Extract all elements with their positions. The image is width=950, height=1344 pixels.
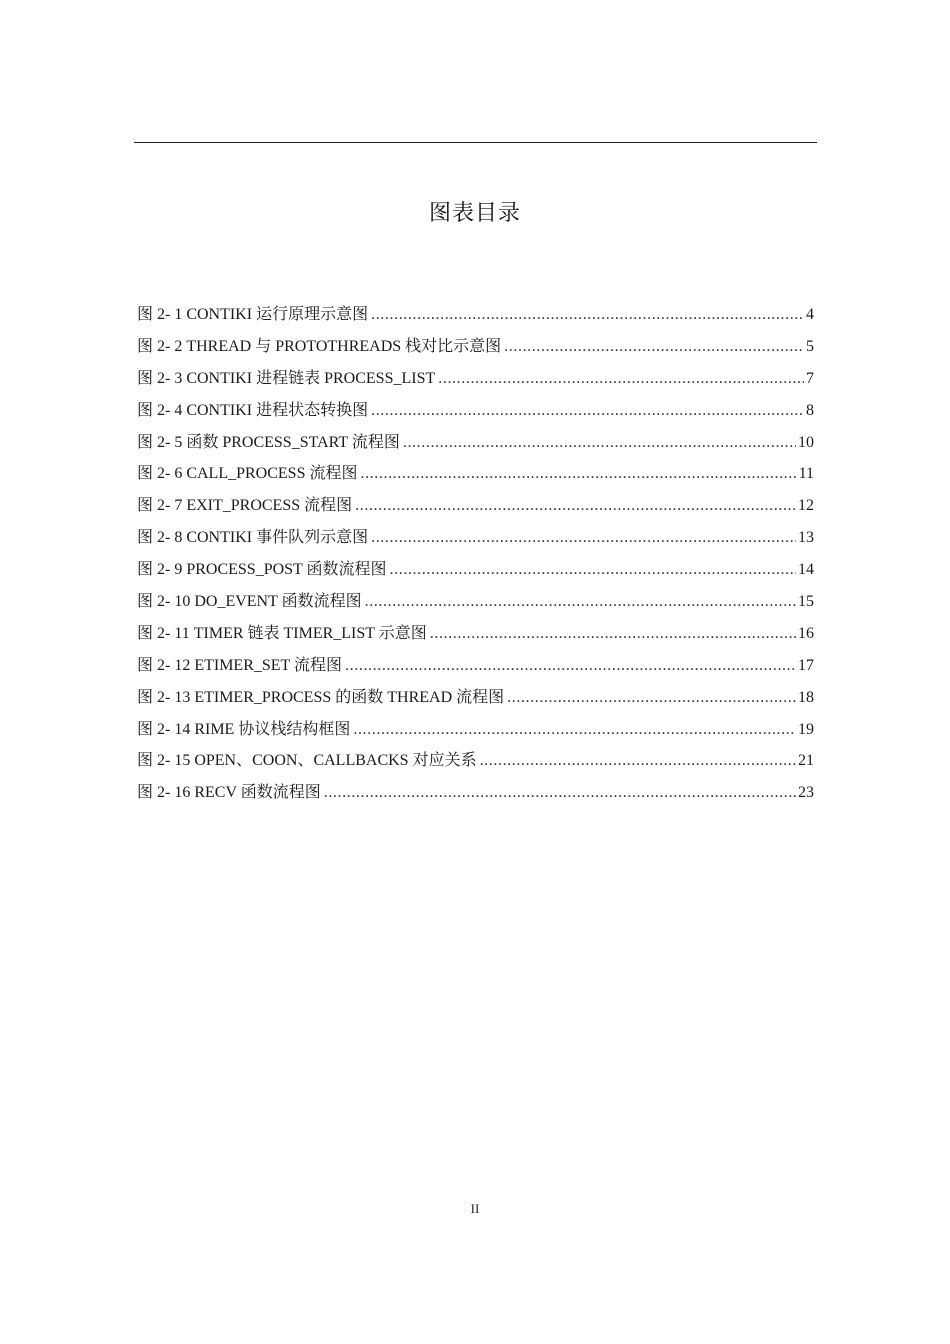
dot-leader bbox=[507, 682, 796, 714]
toc-entry-label: 图 2- 16 RECV 函数流程图 bbox=[137, 784, 321, 802]
toc-entry[interactable] bbox=[137, 395, 814, 427]
toc-entry-label: 图 2- 3 CONTIKI 进程链表 PROCESS_LIST bbox=[137, 369, 436, 387]
dot-leader bbox=[371, 299, 804, 331]
page-title: 图表目录 bbox=[428, 201, 521, 226]
toc-entry-page: 11 bbox=[798, 465, 814, 483]
toc-entry[interactable] bbox=[137, 554, 814, 586]
toc-entry[interactable] bbox=[137, 682, 814, 714]
toc-entry[interactable] bbox=[137, 650, 814, 682]
toc-entry-page: 17 bbox=[798, 656, 814, 674]
toc-entry[interactable] bbox=[137, 745, 814, 777]
toc-entry-page: 19 bbox=[798, 720, 814, 738]
dot-leader bbox=[390, 554, 796, 586]
dot-leader bbox=[345, 650, 796, 682]
toc-entry[interactable] bbox=[137, 299, 814, 331]
toc-entry-label: 图 2- 7 EXIT_PROCESS 流程图 bbox=[137, 497, 353, 515]
toc-entry[interactable] bbox=[137, 522, 814, 554]
dot-leader bbox=[365, 586, 796, 618]
toc-entry[interactable] bbox=[137, 331, 814, 363]
toc-entry-label: 图 2- 14 RIME 协议栈结构框图 bbox=[137, 720, 351, 738]
dot-leader bbox=[430, 618, 796, 650]
toc-entry-page: 4 bbox=[806, 306, 814, 323]
toc-entry-page: 5 bbox=[806, 337, 814, 355]
toc-entry[interactable] bbox=[137, 427, 814, 459]
toc-entry[interactable] bbox=[137, 490, 814, 522]
toc-entry-label: 图 2- 5 函数 PROCESS_START 流程图 bbox=[137, 433, 400, 451]
toc-entry-page: 21 bbox=[798, 752, 814, 770]
toc-entry-page: 10 bbox=[798, 433, 814, 451]
toc-entry[interactable] bbox=[137, 586, 814, 618]
toc-entry[interactable] bbox=[137, 363, 814, 395]
toc-entry-label: 图 2- 4 CONTIKI 进程状态转换图 bbox=[137, 401, 369, 419]
toc-entry-label: 图 2- 10 DO_EVENT 函数流程图 bbox=[137, 593, 362, 611]
toc-entry-label: 图 2- 2 THREAD 与 PROTOTHREADS 栈对比示意图 bbox=[137, 337, 502, 355]
figure-list bbox=[137, 299, 814, 809]
toc-entry-page: 12 bbox=[798, 497, 814, 515]
dot-leader bbox=[324, 777, 796, 809]
toc-entry-label: 图 2- 13 ETIMER_PROCESS 的函数 THREAD 流程图 bbox=[137, 688, 505, 706]
dot-leader bbox=[355, 490, 796, 522]
toc-entry[interactable] bbox=[137, 458, 814, 490]
page-number: II bbox=[470, 1201, 480, 1216]
toc-entry-page: 18 bbox=[798, 688, 814, 706]
toc-entry-page: 16 bbox=[798, 624, 814, 642]
toc-entry-page: 13 bbox=[798, 529, 814, 547]
dot-leader bbox=[504, 331, 804, 363]
toc-entry-label: 图 2- 9 PROCESS_POST 函数流程图 bbox=[137, 561, 387, 579]
dot-leader bbox=[371, 522, 796, 554]
dot-leader bbox=[353, 714, 796, 746]
toc-entry[interactable] bbox=[137, 777, 814, 809]
toc-entry-page: 7 bbox=[806, 369, 814, 387]
toc-entry[interactable] bbox=[137, 714, 814, 746]
dot-leader bbox=[438, 363, 804, 395]
toc-entry[interactable] bbox=[137, 618, 814, 650]
toc-entry-label: 图 2- 8 CONTIKI 事件队列示意图 bbox=[137, 529, 369, 547]
toc-entry-label: 图 2- 6 CALL_PROCESS 流程图 bbox=[137, 465, 358, 483]
toc-entry-page: 14 bbox=[798, 561, 814, 579]
dot-leader bbox=[360, 458, 796, 490]
toc-entry-page: 15 bbox=[798, 593, 814, 611]
toc-entry-label: 图 2- 15 OPEN、COON、CALLBACKS 对应关系 bbox=[137, 752, 477, 770]
dot-leader bbox=[480, 745, 796, 777]
toc-entry-label: 图 2- 1 CONTIKI 运行原理示意图 bbox=[137, 306, 369, 323]
toc-entry-label: 图 2- 11 TIMER 链表 TIMER_LIST 示意图 bbox=[137, 624, 427, 642]
toc-entry-label: 图 2- 12 ETIMER_SET 流程图 bbox=[137, 656, 343, 674]
dot-leader bbox=[403, 427, 796, 459]
toc-entry-page: 23 bbox=[798, 784, 814, 802]
header-rule bbox=[134, 142, 817, 143]
dot-leader bbox=[371, 395, 804, 427]
toc-entry-page: 8 bbox=[806, 401, 814, 419]
